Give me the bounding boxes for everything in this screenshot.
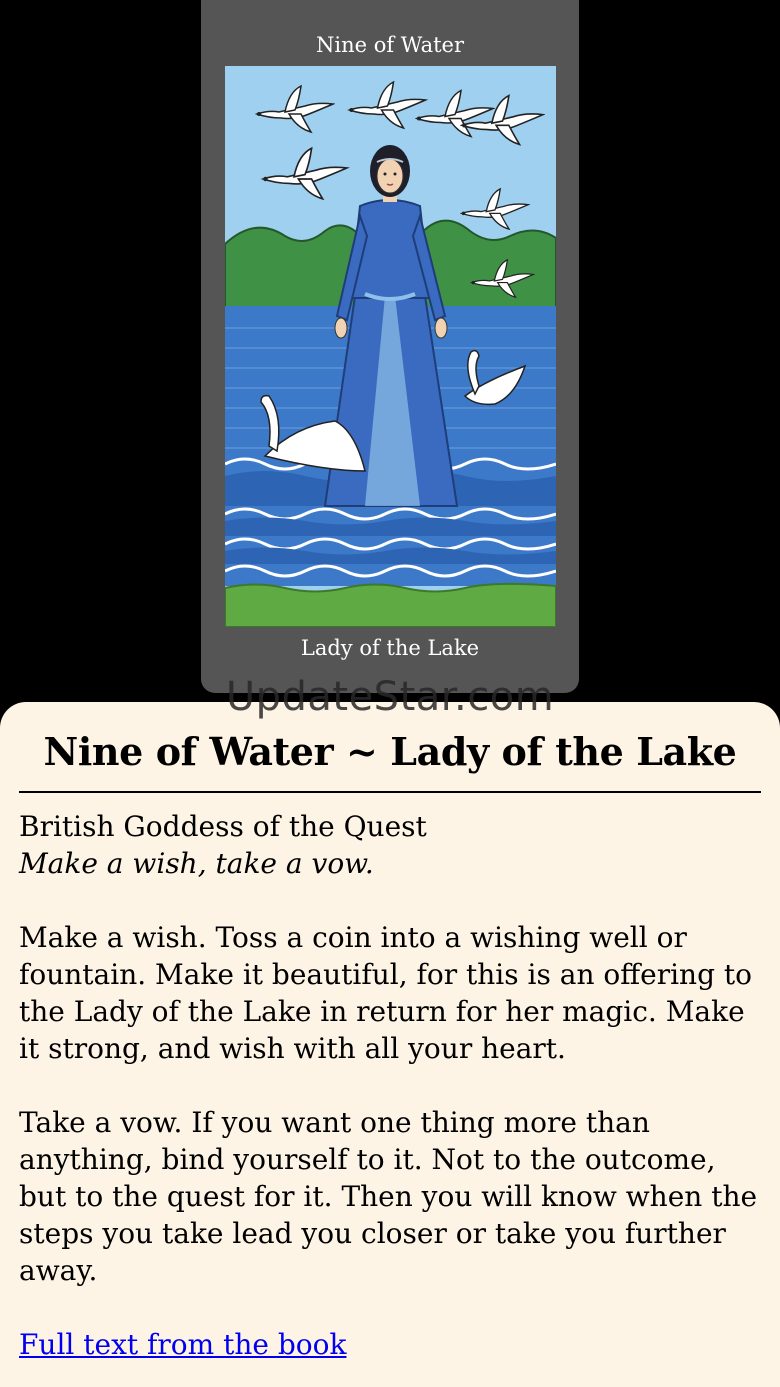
tagline: Make a wish, take a vow.: [19, 847, 374, 880]
description-panel: [0, 702, 780, 1387]
full-text-link[interactable]: Full text from the book: [19, 1328, 347, 1361]
card-illustration: [225, 66, 556, 627]
watermark: UpdateStar.com: [225, 674, 555, 720]
tarot-card: [201, 0, 579, 693]
paragraph: Take a vow. If you want one thing more than anything, bind yourself to it. Not to the outcome, but to the quest for it. Then you will know when the steps you take lead you closer or take you further away.: [19, 1106, 758, 1287]
heading-divider: [19, 791, 761, 793]
card-subtitle: Lady of the Lake: [300, 636, 480, 660]
card-title: Nine of Water: [316, 33, 464, 57]
goddess-line: British Goddess of the Quest: [19, 810, 427, 843]
card-description: [19, 808, 761, 1363]
card-heading: Nine of Water ~ Lady of the Lake: [43, 729, 737, 774]
paragraph: Make a wish. Toss a coin into a wishing well or fountain. Make it beautiful, for this is an offering to the Lady of the Lake in return for her magic. Make it strong, and wish with all your heart.: [19, 921, 753, 1065]
